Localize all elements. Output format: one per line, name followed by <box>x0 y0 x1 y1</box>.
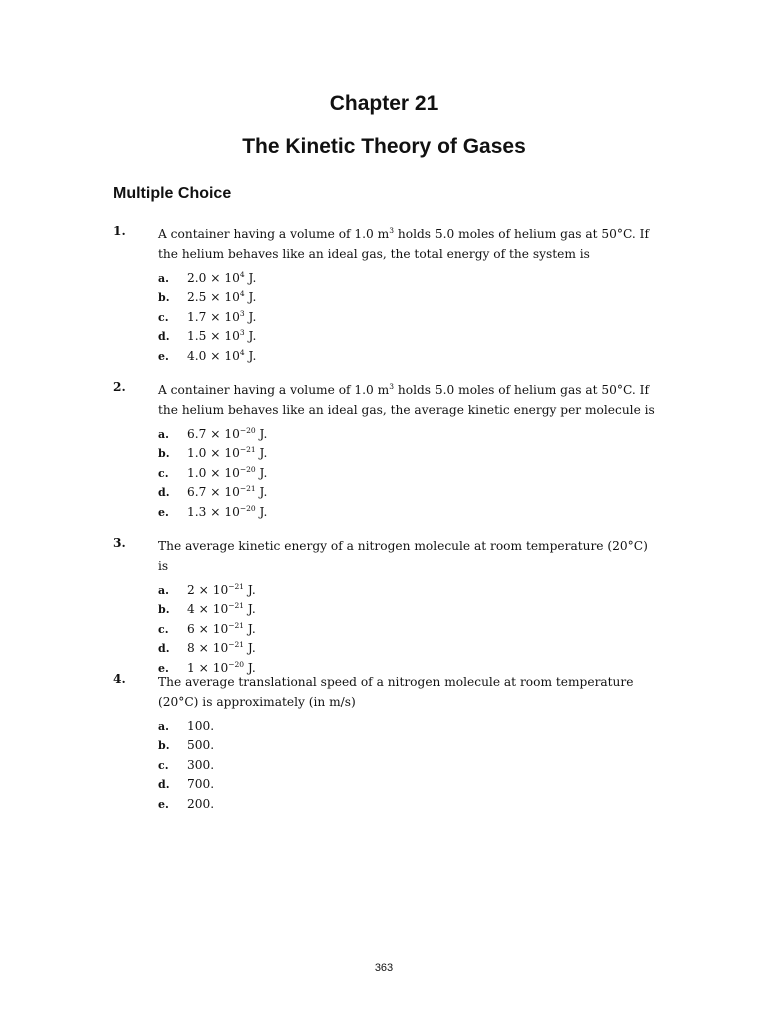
option-value: 1 × 10 <box>187 660 229 675</box>
option-unit: J. <box>255 485 268 500</box>
option-value: 6 × 10 <box>187 621 229 636</box>
option-value: 1.5 × 10 <box>187 329 240 344</box>
option-value: 2 × 10 <box>187 583 229 597</box>
stem-superscript: 3 <box>389 226 395 235</box>
option-letter: c. <box>158 466 169 480</box>
answer-option <box>158 581 658 600</box>
stem-text: holds 5.0 moles of helium gas at 50°C. If the helium behaves like an ideal gas, the total energy of the system is <box>158 227 649 261</box>
option-unit: J. <box>244 329 257 344</box>
option-exponent: 4 <box>239 289 245 299</box>
option-exponent: 4 <box>239 270 245 279</box>
option-unit: J. <box>244 641 256 656</box>
answer-option <box>158 600 658 619</box>
option-unit: J. <box>244 660 256 675</box>
stem-text: The average kinetic energy of a nitrogen molecule at room temperature (20°C) is <box>158 539 648 573</box>
option-exponent: 3 <box>239 308 245 318</box>
option-letter: d. <box>158 778 170 792</box>
option-letter: b. <box>158 291 170 305</box>
option-value: 1.0 × 10 <box>187 465 240 480</box>
option-letter: b. <box>158 447 170 461</box>
option-value: 4.0 × 10 <box>187 348 240 363</box>
option-letter: e. <box>158 505 169 519</box>
option-value: 4 × 10 <box>187 602 229 617</box>
answer-option <box>158 639 658 658</box>
question-stem <box>158 380 658 420</box>
option-list <box>158 425 658 522</box>
option-letter: d. <box>158 330 170 344</box>
option-list <box>158 269 658 366</box>
option-exponent: −20 <box>239 464 256 474</box>
question-2 <box>113 380 658 522</box>
answer-option <box>158 269 658 288</box>
option-letter: a. <box>158 584 169 597</box>
answer-option <box>158 775 658 794</box>
answer-option <box>158 736 658 755</box>
answer-option <box>158 717 658 736</box>
option-exponent: 3 <box>239 328 245 338</box>
stem-text: holds 5.0 moles of helium gas at 50°C. If the helium behaves like an ideal gas, the average kinetic energy per molecule is <box>158 383 655 417</box>
question-number: 2. <box>113 380 126 394</box>
option-exponent: −21 <box>228 601 245 611</box>
option-value: 500. <box>187 738 215 753</box>
answer-option <box>158 327 658 346</box>
option-exponent: −20 <box>228 659 245 669</box>
page-number: 363 <box>374 962 394 974</box>
question-stem <box>158 224 658 264</box>
option-exponent: −21 <box>239 445 256 455</box>
question-3 <box>113 536 658 678</box>
option-letter: a. <box>158 272 169 285</box>
option-exponent: 4 <box>239 347 245 357</box>
option-letter: a. <box>158 428 169 441</box>
option-exponent: −21 <box>228 620 245 630</box>
question-4 <box>113 672 658 814</box>
option-value: 6.7 × 10 <box>187 485 240 500</box>
question-number: 3. <box>113 536 126 550</box>
question-1 <box>113 224 658 366</box>
stem-superscript: 3 <box>389 382 395 391</box>
option-exponent: −21 <box>228 582 245 591</box>
answer-option <box>158 444 658 463</box>
option-exponent: −21 <box>239 484 256 494</box>
answer-option <box>158 347 658 366</box>
answer-option <box>158 795 658 814</box>
option-value: 2.5 × 10 <box>187 290 240 305</box>
option-value: 300. <box>187 757 215 772</box>
option-value: 6.7 × 10 <box>187 427 240 441</box>
question-stem <box>158 536 658 576</box>
option-letter: c. <box>158 758 169 772</box>
option-unit: J. <box>244 602 256 617</box>
option-unit: J. <box>244 290 257 305</box>
option-letter: c. <box>158 622 169 636</box>
section-heading: Multiple Choice <box>113 185 232 202</box>
option-unit: J. <box>244 348 257 363</box>
option-exponent: −20 <box>239 426 256 435</box>
option-letter: b. <box>158 603 170 617</box>
option-value: 700. <box>187 777 215 792</box>
chapter-number: Chapter 21 <box>329 92 439 115</box>
option-unit: J. <box>255 446 268 461</box>
stem-text: The average translational speed of a nitrogen molecule at room temperature (20°C) is approximately (in m/s) <box>158 675 634 709</box>
stem-text: A container having a volume of 1.0 m <box>158 227 390 241</box>
answer-option <box>158 308 658 327</box>
option-unit: J. <box>255 504 268 519</box>
option-letter: a. <box>158 720 169 733</box>
question-stem <box>158 672 658 712</box>
option-letter: c. <box>158 310 169 324</box>
option-exponent: −21 <box>228 640 245 650</box>
option-value: 1.0 × 10 <box>187 446 240 461</box>
answer-option <box>158 425 658 444</box>
option-unit: J. <box>244 621 256 636</box>
option-value: 200. <box>187 796 215 811</box>
option-letter: b. <box>158 739 170 753</box>
option-letter: e. <box>158 661 169 675</box>
question-number: 4. <box>113 672 126 686</box>
answer-option <box>158 288 658 307</box>
option-value: 2.0 × 10 <box>187 271 240 285</box>
option-value: 1.3 × 10 <box>187 504 240 519</box>
stem-text: A container having a volume of 1.0 m <box>158 383 390 397</box>
option-letter: e. <box>158 349 169 363</box>
option-value: 100. <box>187 719 215 733</box>
option-list <box>158 717 658 814</box>
option-unit: J. <box>244 309 257 324</box>
option-unit: J. <box>255 465 268 480</box>
option-unit: J. <box>244 271 257 285</box>
option-value: 1.7 × 10 <box>187 309 240 324</box>
answer-option <box>158 503 658 522</box>
option-unit: J. <box>244 583 256 597</box>
option-exponent: −20 <box>239 503 256 513</box>
option-letter: d. <box>158 486 170 500</box>
answer-option <box>158 483 658 502</box>
chapter-title: The Kinetic Theory of Gases <box>242 135 526 158</box>
answer-option <box>158 464 658 483</box>
option-letter: d. <box>158 642 170 656</box>
answer-option <box>158 756 658 775</box>
option-list <box>158 581 658 678</box>
question-number: 1. <box>113 224 126 238</box>
option-value: 8 × 10 <box>187 641 229 656</box>
answer-option <box>158 620 658 639</box>
option-unit: J. <box>255 427 268 441</box>
option-letter: e. <box>158 797 169 811</box>
